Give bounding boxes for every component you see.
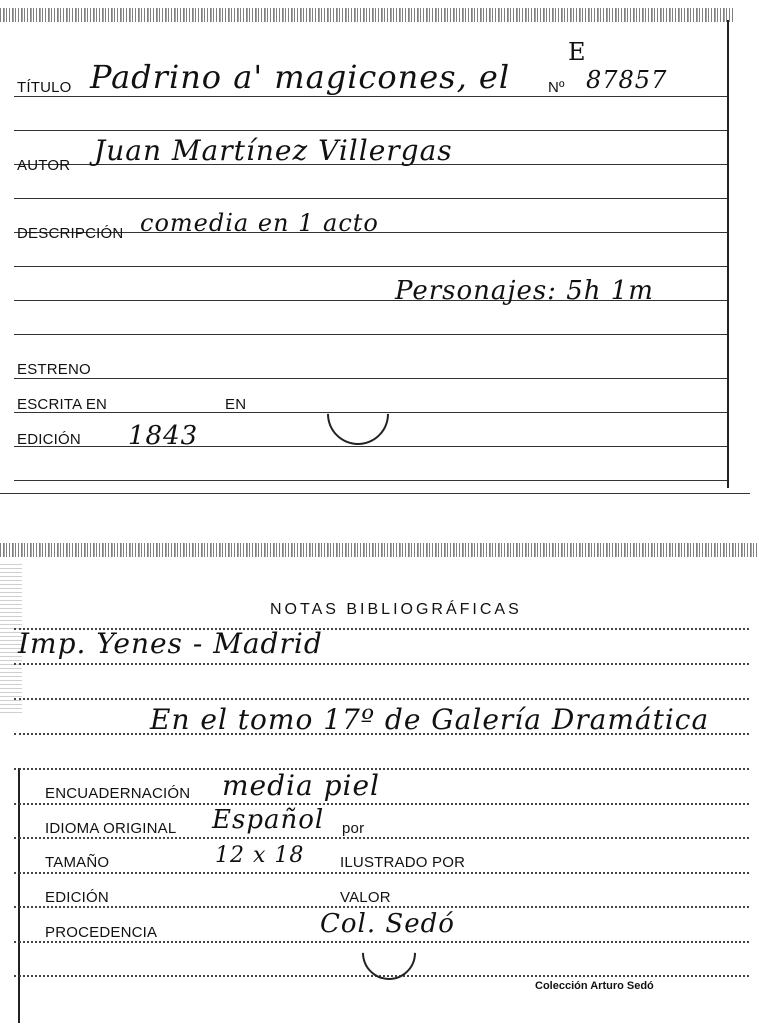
tamano-value: 12 x 18 [215,843,305,868]
rule-line [14,96,727,97]
descripcion-label: DESCRIPCIÓN [17,225,124,242]
card-right-border [727,20,729,488]
idioma-value: Español [212,805,325,835]
encuadernacion-label: ENCUADERNACIÓN [45,785,191,802]
catalog-card-notes [0,543,759,1028]
ilustrado-label: ILUSTRADO POR [340,854,466,871]
por-label: por [342,820,365,837]
card-bottom-edge [0,493,750,494]
procedencia-label: PROCEDENCIA [45,924,158,941]
edicion-label-bottom: EDICIÓN [45,889,109,906]
rule-line [14,837,749,839]
estreno-label: ESTRENO [17,361,91,378]
rule-line [14,446,727,447]
card-top-edge [0,543,759,557]
rule-line [14,198,727,199]
series-letter: E [568,38,587,66]
autor-value: Juan Martínez Villergas [94,134,453,167]
encuadernacion-value: media piel [222,769,380,802]
edicion-value: 1843 [128,421,199,451]
notas-heading: NOTAS BIBLIOGRÁFICAS [270,601,522,618]
idioma-label: IDIOMA ORIGINAL [45,820,177,837]
rule-line [14,906,749,908]
descripcion-value: comedia en 1 acto [140,209,379,237]
rule-line [14,698,749,700]
escrita-label: ESCRITA EN [17,396,108,413]
valor-label: VALOR [340,889,391,906]
punch-hole [314,370,402,458]
rule-line [14,334,727,335]
rule-line [14,803,749,805]
numero-label: Nº [548,79,565,96]
note-line-2: En el tomo 17º de Galería Dramática [150,703,710,736]
rule-line [14,663,749,665]
rule-line [14,872,749,874]
rule-line [14,266,727,267]
rule-line [14,130,727,131]
note-line-1: Imp. Yenes - Madrid [18,627,323,660]
numero-value: 87857 [586,66,668,94]
titulo-value: Padrino a' magicones, el [90,58,511,96]
procedencia-value: Col. Sedó [320,909,455,939]
tamano-label: TAMAÑO [45,854,110,871]
collection-credit: Colección Arturo Sedó [535,980,654,992]
edicion-label: EDICIÓN [17,431,81,448]
card-top-edge [0,8,733,22]
en-label: EN [225,396,247,413]
personajes-value: Personajes: 5h 1m [395,276,654,306]
card-left-border [18,768,20,1023]
titulo-label: TÍTULO [17,79,72,96]
rule-line [14,480,727,481]
rule-line [14,768,749,770]
catalog-card-title [0,8,733,494]
rule-line [14,378,727,379]
autor-label: AUTOR [17,157,71,174]
